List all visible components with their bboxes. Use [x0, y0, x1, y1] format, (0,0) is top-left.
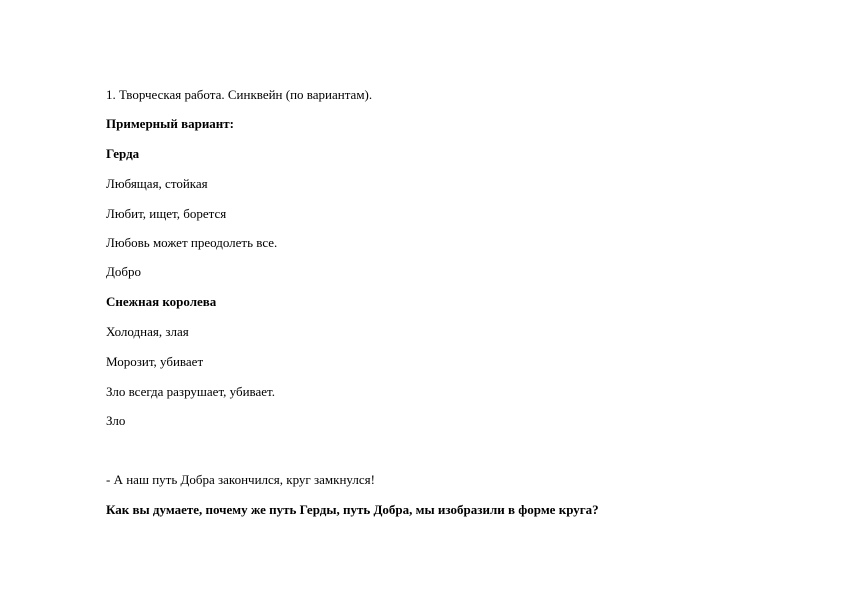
gerda-line-4: Добро	[106, 264, 141, 279]
gerda-line-1: Любящая, стойкая	[106, 176, 208, 191]
snow-queen-line-3: Зло всегда разрушает, убивает.	[106, 384, 276, 399]
snow-queen-title: Снежная королева	[106, 294, 217, 309]
snow-queen-line-4: Зло	[106, 413, 126, 428]
gerda-line-3: Любовь может преодолеть все.	[106, 235, 278, 250]
snow-queen-line-2: Морозит, убивает	[106, 354, 204, 369]
snow-queen-line-1: Холодная, злая	[106, 324, 189, 339]
gerda-title: Герда	[106, 146, 140, 161]
task-heading: 1. Творческая работа. Синквейн (по вариантам).	[106, 87, 373, 102]
example-label: Примерный вариант:	[106, 116, 235, 131]
closing-question: Как вы думаете, почему же путь Герды, путь Добра, мы изобразили в форме круга?	[106, 502, 599, 517]
closing-remark: - А наш путь Добра закончился, круг замкнулся!	[106, 472, 375, 487]
gerda-line-2: Любит, ищет, борется	[106, 206, 227, 221]
